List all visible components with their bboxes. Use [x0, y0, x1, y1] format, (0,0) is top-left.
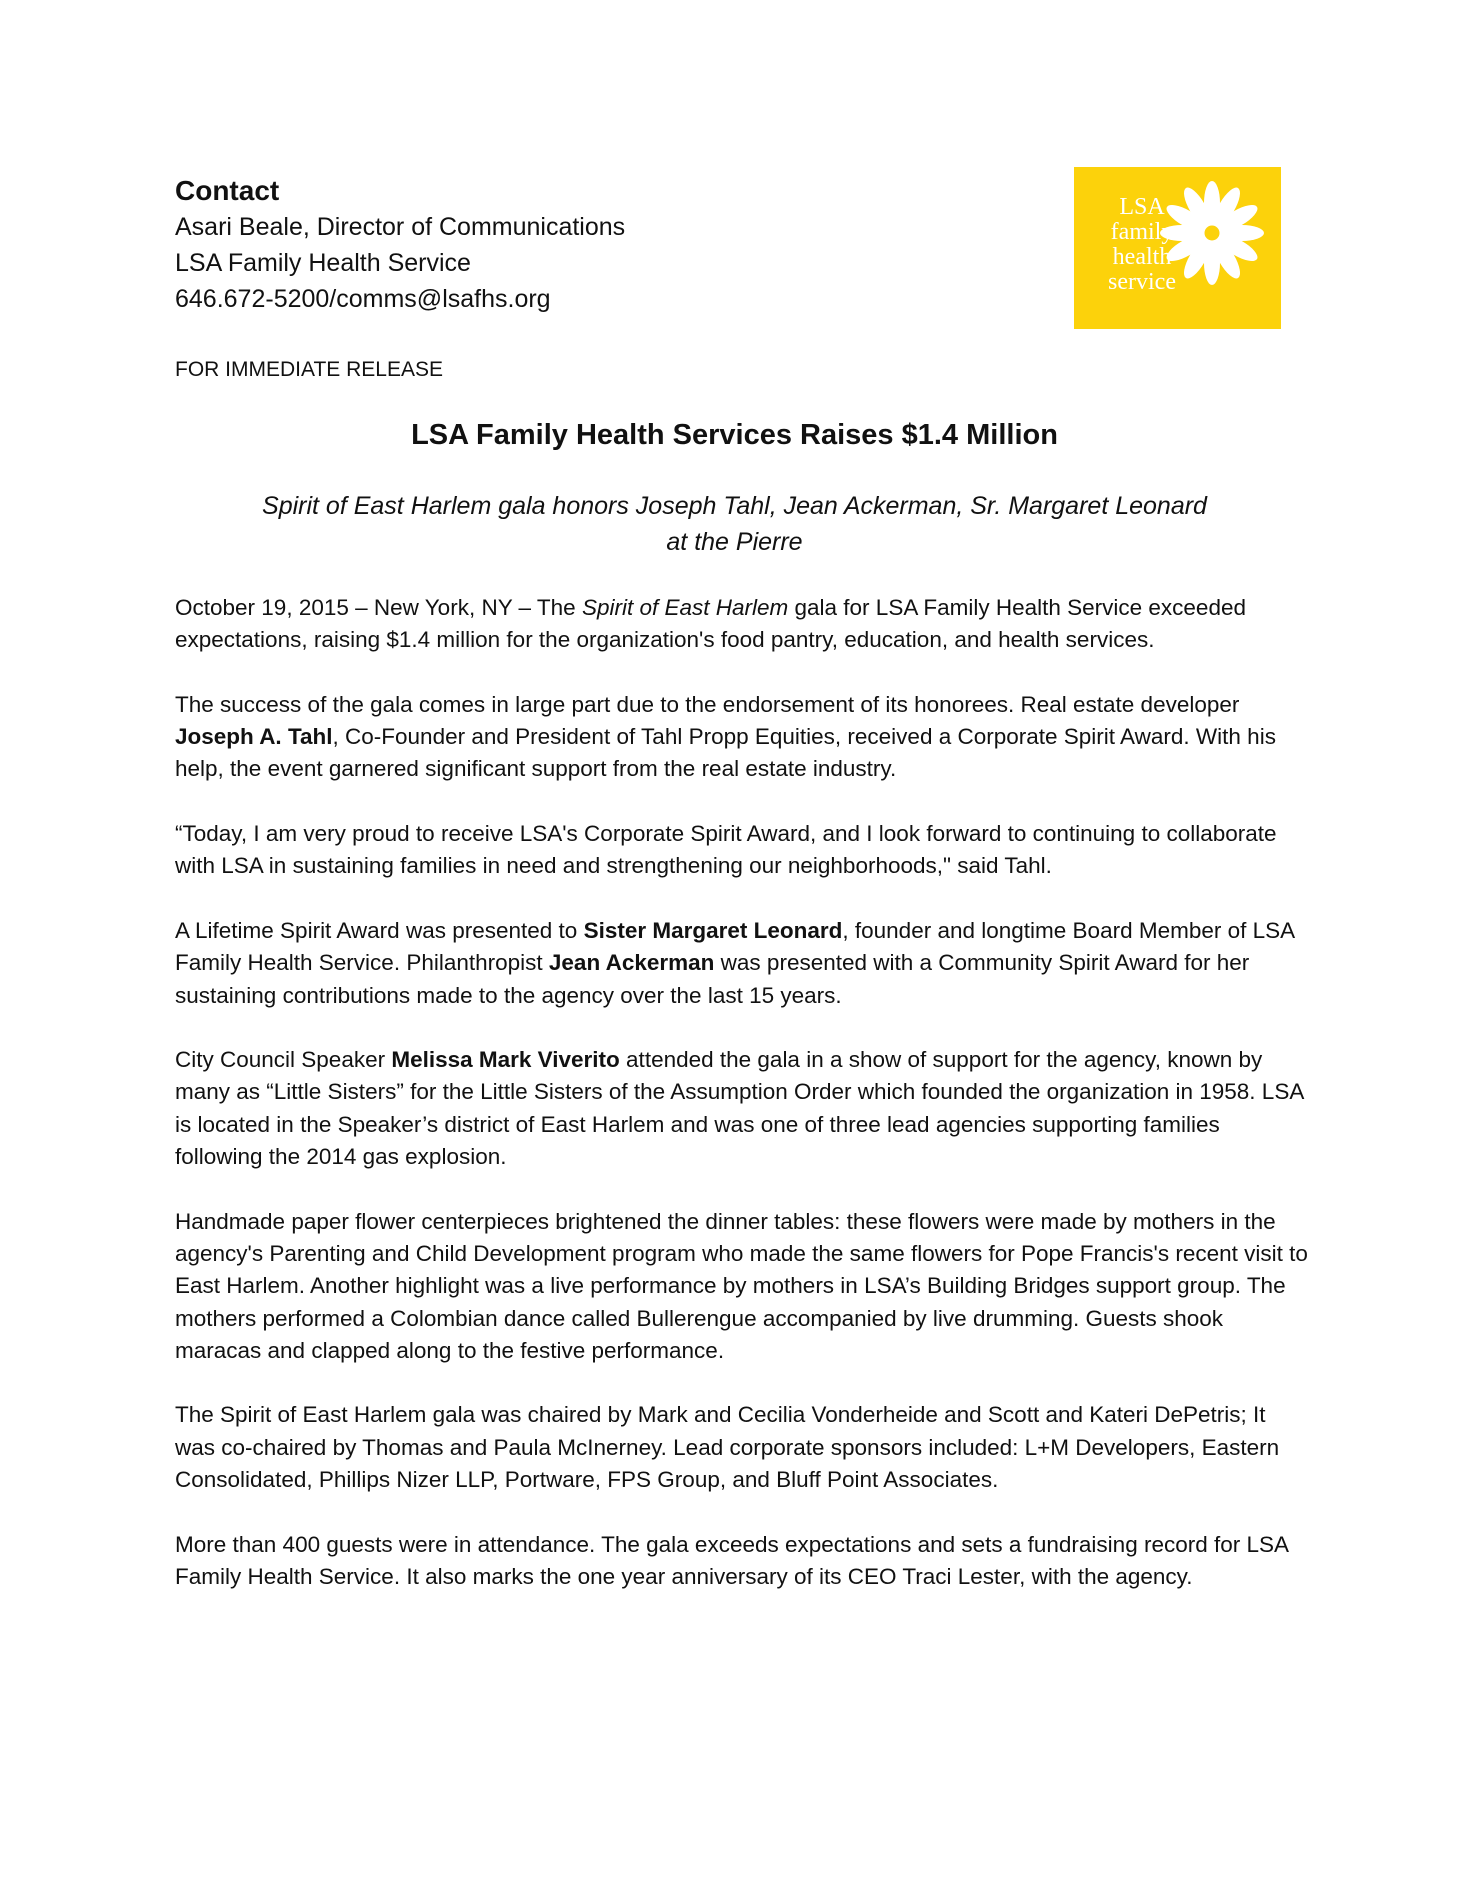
logo-line: family: [1110, 219, 1174, 245]
honoree-name: Jean Ackerman: [548, 950, 715, 976]
paragraph-8: More than 400 guests were in attendance. The gala exceeds expectations and sets a fundraising record for LSA Family Health Service. It also marks the one year anniversary of its CEO Traci Lester, with the agency.: [175, 1531, 1288, 1589]
logo-line: health: [1112, 244, 1172, 270]
article-body: [175, 592, 1310, 1626]
paragraph-text: City Council Speaker: [175, 1047, 392, 1073]
logo-wordmark: [1088, 195, 1196, 295]
paragraph-text: gala for LSA Family Health Service exceeded expectations, raising $1.4 million for the organization's food pantry, education, and health services.: [175, 595, 1246, 653]
contact-phone-email: 646.672-5200/comms@lsafhs.org: [175, 285, 551, 313]
paragraph-7: The Spirit of East Harlem gala was chaired by Mark and Cecilia Vonderheide and Scott and Kateri DePetris; It was co-chaired by Thomas and Paula McInerney. Lead corporate sponsors included: L+M Developers, Eastern Consolidated, Phillips Nizer LLP, Portware, FPS Group, and Bluff Point Associates.: [175, 1402, 1280, 1493]
paragraph-text: was presented with a Community Spirit Award for her sustaining contributions made to the agency over the last 15 years.: [175, 950, 1250, 1008]
release-label: FOR IMMEDIATE RELEASE: [175, 358, 443, 381]
lsa-logo: [1074, 167, 1281, 329]
paragraph-2: [175, 689, 1310, 786]
paragraph-text: A Lifetime Spirit Award was presented to: [175, 917, 584, 943]
paragraph-5: [175, 1044, 1310, 1173]
paragraph-6: Handmade paper flower centerpieces brightened the dinner tables: these flowers were made by mothers in the agency's Parenting and Child Development program who made the same flowers for Pope Francis's recent visit to East Harlem. Another highlight was a live performance by mothers in LSA’s Building Bridges support group. The mothers performed a Colombian dance called Bullerengue accompanied by live drumming. Guests shook maracas and clapped along to the festive performance.: [175, 1208, 1308, 1363]
paragraph-text: October 19, 2015 – New York, NY – The: [175, 595, 582, 620]
contact-name-title: Asari Beale, Director of Communications: [175, 213, 626, 241]
logo-line: LSA: [1119, 194, 1165, 220]
paragraph-3: “Today, I am very proud to receive LSA's Corporate Spirit Award, and I look forward to continuing to collaborate with LSA in sustaining families in need and strengthening our neighborhoods," said Tahl.: [175, 821, 1277, 879]
paragraph-text: , founder and longtime Board Member of LSA Family Health Service. Philanthropist: [175, 917, 1294, 976]
paragraph-text: attended the gala in a show of support for the agency, known by many as “Little Sisters” for the Little Sisters of the Assumption Order which founded the organization in 1958. LSA is located in the Speaker’s district of East Harlem and was one of three lead agencies supporting families following the 2014 gas explosion.: [175, 1047, 1304, 1170]
headline: LSA Family Health Services Raises $1.4 Million: [411, 419, 1058, 451]
speaker-name: Melissa Mark Viverito: [391, 1047, 620, 1073]
paragraph-1: [175, 592, 1310, 657]
paragraph-4: [175, 915, 1310, 1012]
honoree-name: Joseph A. Tahl: [175, 724, 333, 750]
paragraph-text: , Co-Founder and President of Tahl Propp Equities, received a Corporate Spirit Award. With his help, the event garnered significant support from the real estate industry.: [175, 724, 1276, 782]
contact-organization: LSA Family Health Service: [175, 249, 471, 277]
honoree-name: Sister Margaret Leonard: [583, 917, 843, 943]
contact-heading: Contact: [175, 175, 280, 206]
subhead-line: at the Pierre: [666, 528, 803, 556]
subhead: [0, 488, 1469, 560]
paragraph-text: The success of the gala comes in large part due to the endorsement of its honorees. Real estate developer: [175, 691, 1240, 717]
subhead-line: Spirit of East Harlem gala honors Joseph Tahl, Jean Ackerman, Sr. Margaret Leonard: [262, 492, 1207, 520]
event-name: Spirit of East Harlem: [581, 595, 789, 620]
contact-block: [175, 173, 625, 317]
logo-line: service: [1108, 269, 1176, 295]
